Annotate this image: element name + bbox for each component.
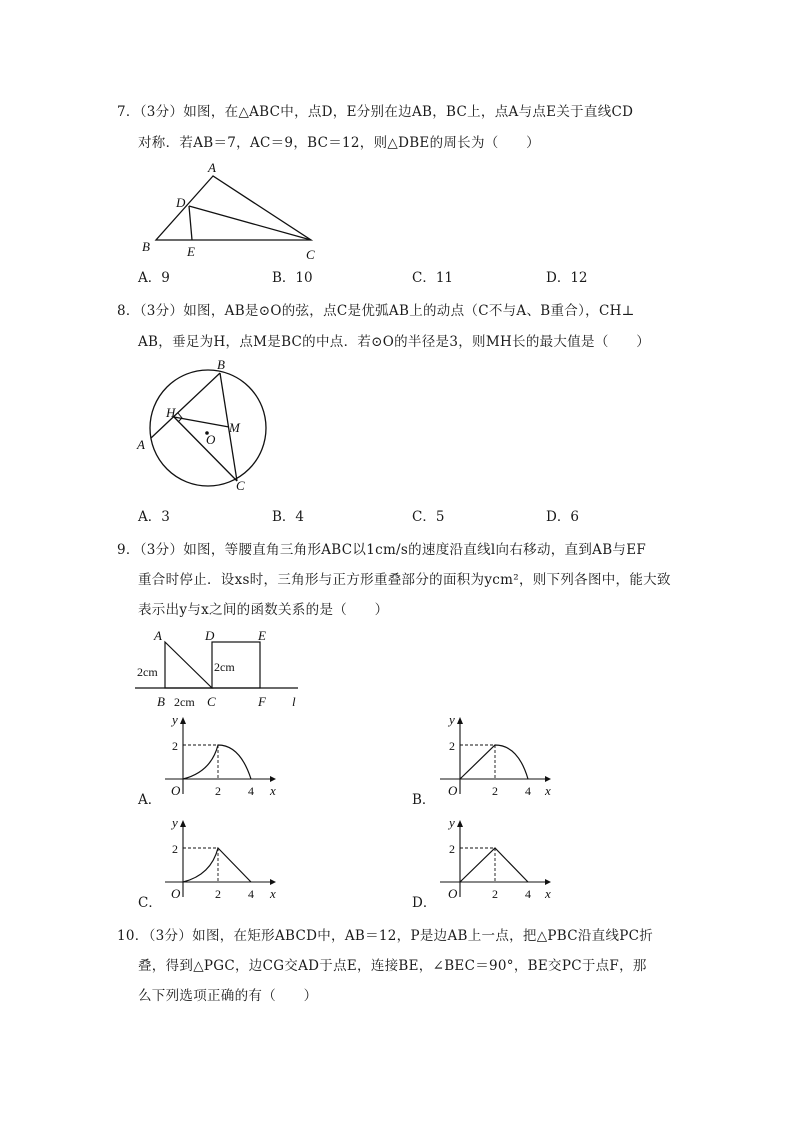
q7-option-c: C．11 (412, 270, 454, 286)
q8-option-a: A．3 (138, 509, 170, 525)
label-d: D (205, 628, 215, 643)
q8-option-b: B．4 (272, 509, 305, 525)
label-l: l (292, 694, 296, 709)
x-axis-arrow (270, 776, 276, 782)
y-label: y (449, 712, 455, 727)
tick-2-x: 2 (492, 887, 498, 901)
x-axis-arrow (545, 776, 551, 782)
q10-number: 10． (117, 928, 149, 944)
tick-2-x: 2 (215, 784, 221, 798)
label-a: A (154, 628, 162, 643)
tick-2-y: 2 (449, 842, 455, 856)
q9-text-2: 重合时停止．设xs时，三角形与正方形重叠部分的面积为ycm²，则下列各图中，能大致 (138, 572, 671, 588)
y-axis-arrow (180, 717, 186, 724)
curve (183, 745, 251, 779)
q9-line-3 (138, 600, 388, 620)
q8-score: （3分） (139, 303, 184, 319)
tick-2-y: 2 (172, 739, 178, 753)
q9-graph-d (430, 815, 560, 905)
q10-text-2: 叠，得到△PGC，边CG交AD于点E，连接BE，∠BEC＝90°，BE交PC于点F，那 (138, 958, 647, 974)
q8-line-1 (117, 301, 635, 321)
q8-option-d: D．6 (546, 509, 579, 525)
label-square-side: 2cm (214, 660, 235, 674)
x-label: x (545, 783, 551, 798)
label-a: A (208, 160, 216, 175)
label-bc-length: 2cm (174, 695, 195, 709)
q8-number: 8． (117, 303, 140, 319)
origin-label: O (171, 783, 181, 798)
q9-option-a: A． (138, 792, 162, 808)
tick-2-x: 2 (492, 784, 498, 798)
origin-label: O (171, 886, 181, 901)
label-ab-length: 2cm (137, 665, 158, 679)
y-label: y (172, 712, 178, 727)
segment-dc (189, 206, 311, 240)
q8-circle-figure (130, 357, 280, 500)
q10-text-1: 如图，在矩形ABCD中，AB＝12，P是边AB上一点，把△PBC沿直线PC折 (192, 928, 654, 944)
tick-4-x: 4 (525, 784, 531, 798)
label-e: E (258, 628, 266, 643)
label-a: A (137, 437, 145, 452)
y-axis-arrow (457, 820, 463, 827)
q7-triangle-figure (130, 155, 330, 265)
label-h: H (166, 405, 176, 420)
q9-score: （3分） (139, 542, 184, 558)
circle-o (150, 370, 266, 486)
segment-de (189, 206, 192, 240)
x-axis-arrow (545, 879, 551, 885)
q8-line-2 (138, 332, 650, 352)
q9-graph-a (155, 712, 285, 802)
q9-graph-b (430, 712, 560, 802)
x-label: x (270, 886, 276, 901)
label-d: D (176, 195, 186, 210)
curve (460, 745, 528, 779)
q7-text-2: 对称．若AB＝7，AC＝9，BC＝12，则△DBE的周长为（ ） (138, 135, 540, 151)
q7-option-d: D．12 (546, 270, 588, 286)
label-c: C (207, 694, 216, 709)
y-label: y (449, 815, 455, 830)
label-c: C (306, 247, 315, 262)
q9-text-3: 表示出y与x之间的函数关系的是（ ） (138, 602, 389, 618)
tick-2-y: 2 (449, 739, 455, 753)
label-b: B (157, 694, 165, 709)
curve (460, 848, 528, 882)
origin-label: O (448, 783, 458, 798)
label-e: E (187, 244, 195, 259)
curve (183, 848, 251, 882)
label-b: B (142, 239, 150, 254)
q8-text-2: AB，垂足为H，点M是BC的中点．若⊙O的半径是3，则MH长的最大值是（ ） (138, 334, 651, 350)
q7-line-2 (138, 133, 540, 153)
q9-setup-figure (130, 625, 330, 715)
x-label: x (270, 783, 276, 798)
tick-2-y: 2 (172, 842, 178, 856)
q9-number: 9． (117, 542, 140, 558)
y-axis-arrow (180, 820, 186, 827)
q9-text-1: 如图，等腰直角三角形ABC以1cm/s的速度沿直线l向右移动，直到AB与EF (183, 542, 647, 558)
q7-line-1 (117, 102, 633, 122)
q9-line-1 (117, 540, 646, 560)
tick-4-x: 4 (525, 887, 531, 901)
label-b: B (217, 357, 225, 372)
y-axis-arrow (457, 717, 463, 724)
q10-line-2 (138, 956, 647, 976)
q8-option-c: C．5 (412, 509, 445, 525)
q7-text-1: 如图，在△ABC中，点D，E分别在边AB，BC上，点A与点E关于直线CD (183, 104, 634, 120)
label-o: O (206, 432, 216, 447)
q10-line-1 (117, 926, 653, 946)
q9-line-2 (138, 570, 671, 590)
q9-option-c: C． (138, 895, 162, 911)
q7-option-b: B．10 (272, 270, 313, 286)
tick-2-x: 2 (215, 887, 221, 901)
q10-line-3 (138, 986, 317, 1006)
tick-4-x: 4 (248, 887, 254, 901)
q7-score: （3分） (139, 104, 184, 120)
q9-graph-c (155, 815, 285, 905)
label-c: C (236, 478, 245, 493)
origin-label: O (448, 886, 458, 901)
q9-option-d: D． (412, 895, 437, 911)
label-m: M (229, 420, 240, 435)
q7-number: 7． (117, 104, 140, 120)
y-label: y (172, 815, 178, 830)
q10-text-3: 么下列选项正确的有（ ） (138, 988, 318, 1004)
q7-option-a: A．9 (138, 270, 170, 286)
triangle-abc (165, 642, 212, 688)
label-f: F (258, 694, 266, 709)
x-axis-arrow (270, 879, 276, 885)
x-label: x (545, 886, 551, 901)
tick-4-x: 4 (248, 784, 254, 798)
q10-score: （3分） (148, 928, 193, 944)
q8-text-1: 如图，AB是⊙O的弦，点C是优弧AB上的动点（C不与A、B重合），CH⊥ (183, 303, 635, 319)
q9-option-b: B． (412, 792, 436, 808)
